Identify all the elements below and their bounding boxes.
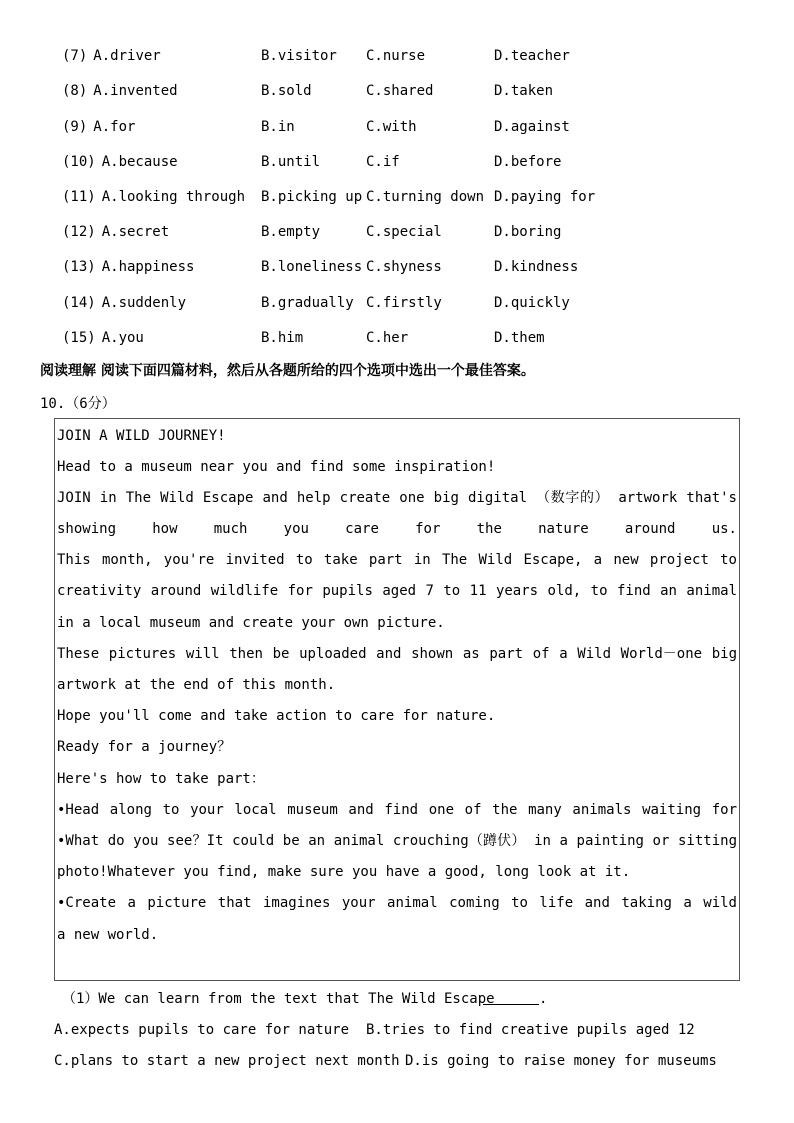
sub-question-text: （1）We can learn from the text that The Wild Escape bbox=[62, 991, 495, 1007]
option-c[interactable]: C.shared bbox=[366, 83, 434, 99]
passage-line: in a local museum and create your own picture. bbox=[57, 615, 445, 631]
option-d[interactable]: D.boring bbox=[494, 224, 562, 240]
question-number-label: (14) bbox=[62, 295, 96, 311]
question-label bbox=[62, 152, 178, 172]
option-d[interactable]: D.against bbox=[494, 119, 570, 135]
question-label bbox=[62, 117, 135, 137]
question-number-label: (11) bbox=[62, 189, 96, 205]
answer-blank: . bbox=[483, 989, 547, 1009]
option-d[interactable]: D.quickly bbox=[494, 295, 570, 311]
passage-line: Head to a museum near you and find some inspiration! bbox=[57, 459, 496, 475]
option-d[interactable]: D.kindness bbox=[494, 259, 579, 275]
question-label bbox=[62, 328, 144, 348]
answer-option-d[interactable]: D.is going to raise money for museums bbox=[405, 1053, 717, 1069]
passage-line: These pictures will then be uploaded and shown as part of a Wild World－one big bbox=[57, 646, 737, 662]
option-a[interactable]: A.for bbox=[93, 119, 136, 135]
option-d[interactable]: D.paying for bbox=[494, 189, 596, 205]
passage-line: creativity around wildlife for pupils aged 7 to 11 years old, to find an animal bbox=[57, 583, 737, 599]
option-b[interactable]: B.gradually bbox=[261, 295, 354, 311]
question-number-label: (15) bbox=[62, 330, 96, 346]
question-label bbox=[62, 222, 169, 242]
question-number: 10.（6分） bbox=[40, 396, 116, 412]
option-c[interactable]: C.if bbox=[366, 154, 400, 170]
passage-line: •Create a picture that imagines your animal coming to life and taking a wild bbox=[57, 895, 737, 911]
question-label bbox=[62, 257, 194, 277]
option-b[interactable]: B.him bbox=[261, 330, 304, 346]
option-a[interactable]: A.happiness bbox=[101, 259, 195, 275]
passage-line: This month, you're invited to take part in The Wild Escape, a new project to bbox=[57, 552, 737, 568]
passage-line: Ready for a journey？ bbox=[57, 739, 232, 755]
passage-line: JOIN A WILD JOURNEY! bbox=[57, 428, 226, 444]
question-number-label: (8) bbox=[62, 83, 88, 99]
question-number-label: (12) bbox=[62, 224, 96, 240]
question-label bbox=[62, 293, 186, 313]
answer-option-c[interactable]: C.plans to start a new project next month bbox=[54, 1053, 400, 1069]
option-c[interactable]: C.shyness bbox=[366, 259, 442, 275]
option-b[interactable]: B.loneliness bbox=[261, 259, 363, 275]
option-c[interactable]: C.nurse bbox=[366, 48, 426, 64]
passage-line: •Head along to your local museum and find one of the many animals waiting for bbox=[57, 802, 737, 818]
option-a[interactable]: A.because bbox=[101, 154, 178, 170]
option-a[interactable]: A.looking through bbox=[101, 189, 246, 205]
option-a[interactable]: A.secret bbox=[101, 224, 170, 240]
option-c[interactable]: C.with bbox=[366, 119, 417, 135]
option-d[interactable]: D.them bbox=[494, 330, 545, 346]
option-a[interactable]: A.invented bbox=[93, 83, 178, 99]
question-number-label: (13) bbox=[62, 259, 96, 275]
option-c[interactable]: C.her bbox=[366, 330, 409, 346]
answer-option-b[interactable]: B.tries to find creative pupils aged 12 bbox=[366, 1022, 695, 1038]
option-b[interactable]: B.empty bbox=[261, 224, 321, 240]
passage-line: a new world. bbox=[57, 927, 159, 943]
question-label bbox=[62, 187, 245, 207]
option-b[interactable]: B.visitor bbox=[261, 48, 337, 64]
option-b[interactable]: B.in bbox=[261, 119, 295, 135]
question-number-label: (9) bbox=[62, 119, 88, 135]
reading-passage bbox=[54, 418, 740, 981]
answer-option-a[interactable]: A.expects pupils to care for nature bbox=[54, 1022, 350, 1038]
option-b[interactable]: B.until bbox=[261, 154, 321, 170]
option-c[interactable]: C.special bbox=[366, 224, 442, 240]
option-a[interactable]: A.driver bbox=[93, 48, 161, 64]
question-number-label: (10) bbox=[62, 154, 96, 170]
option-c[interactable]: C.firstly bbox=[366, 295, 442, 311]
question-number-label: (7) bbox=[62, 48, 88, 64]
option-b[interactable]: B.picking up bbox=[261, 189, 363, 205]
option-a[interactable]: A.suddenly bbox=[101, 295, 187, 311]
option-a[interactable]: A.you bbox=[101, 330, 144, 346]
passage-line: photo!Whatever you find, make sure you have a good, long look at it. bbox=[57, 864, 631, 880]
passage-line: Here's how to take part： bbox=[57, 771, 265, 787]
passage-line: •What do you see？It could be an animal crouching（蹲伏） in a painting or sitting bbox=[57, 833, 737, 849]
option-d[interactable]: D.before bbox=[494, 154, 562, 170]
question-label bbox=[62, 46, 161, 66]
option-b[interactable]: B.sold bbox=[261, 83, 312, 99]
passage-line: showing how much you care for the nature around us. bbox=[57, 521, 737, 537]
passage-line: artwork at the end of this month. bbox=[57, 677, 336, 693]
option-d[interactable]: D.taken bbox=[494, 83, 554, 99]
passage-line: JOIN in The Wild Escape and help create one big digital （数字的） artwork that's bbox=[57, 490, 737, 506]
option-d[interactable]: D.teacher bbox=[494, 48, 570, 64]
passage-line: Hope you'll come and take action to care for nature. bbox=[57, 708, 496, 724]
option-c[interactable]: C.turning down bbox=[366, 189, 485, 205]
section-title: 阅读理解 阅读下面四篇材料，然后从各题所给的四个选项中选出一个最佳答案。 bbox=[40, 363, 535, 379]
question-label bbox=[62, 81, 178, 101]
